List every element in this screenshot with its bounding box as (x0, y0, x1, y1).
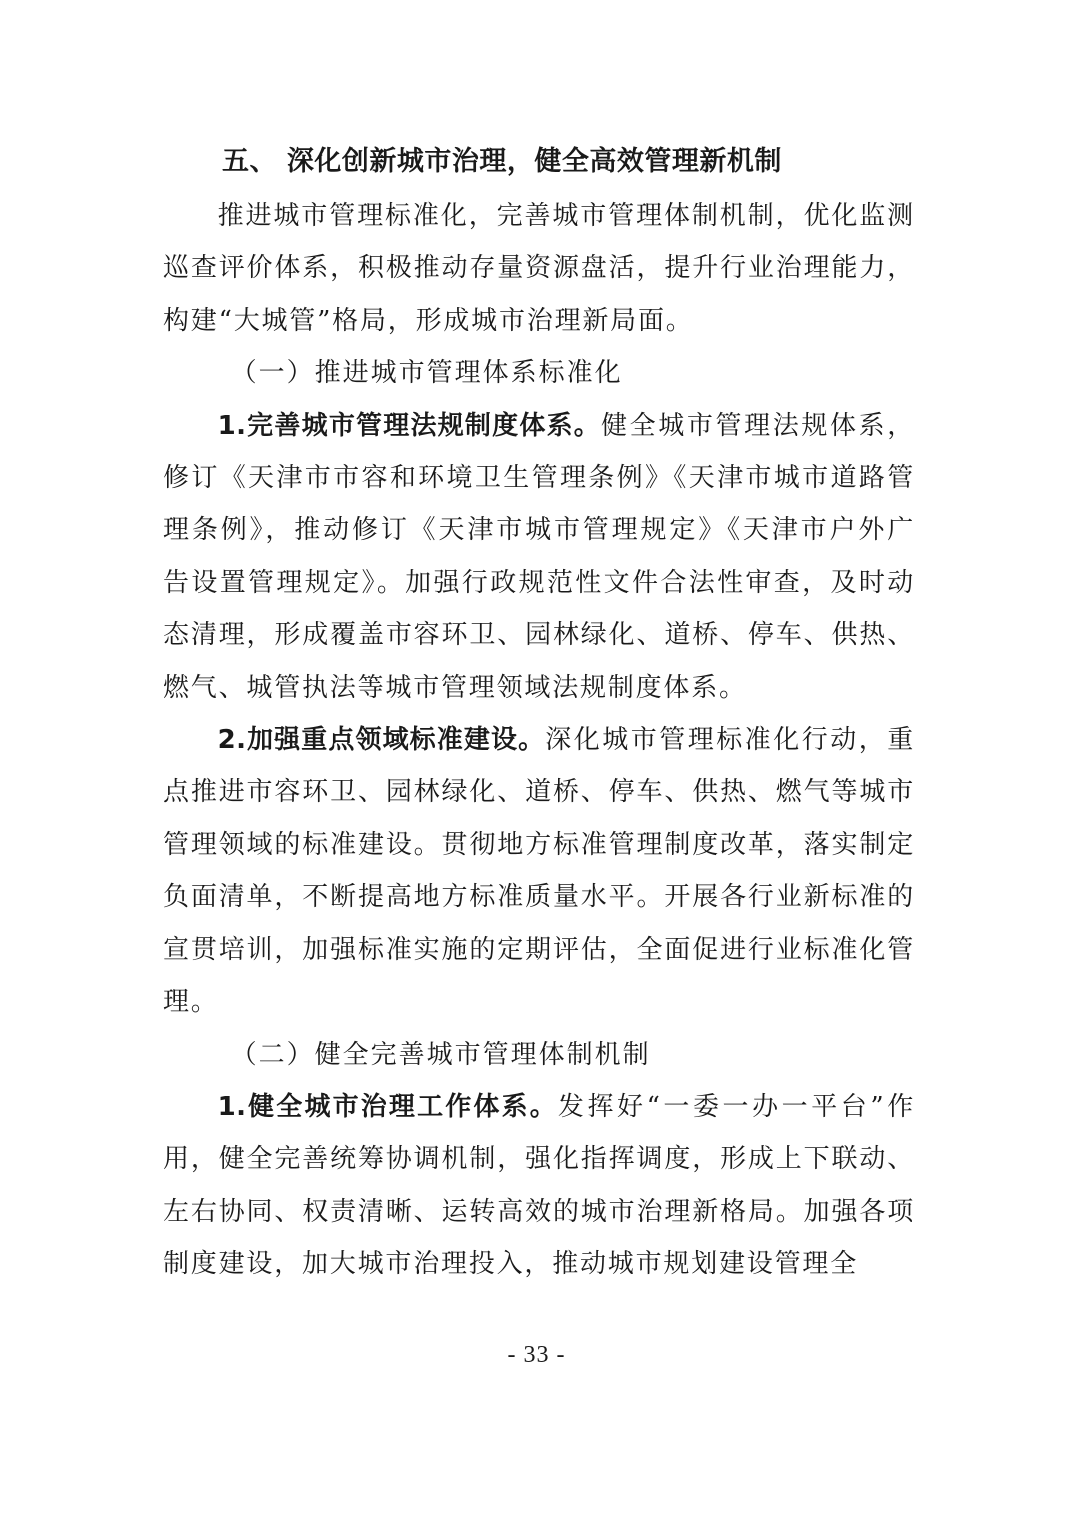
section-2-item-1-text: 发挥好“一委一办一平台”作用，健全完善统筹协调机制，强化指挥调度，形成上下联动、左右协同、权责清晰、运转高效的城市治理新格局。加强各项制度建设，加大城市治理投入，推动城市规划建设管理全 (163, 1091, 915, 1280)
intro-paragraph: 推进城市管理标准化，完善城市管理体制机制，优化监测巡查评价体系，积极推动存量资源盘活，提升行业治理能力，构建“大城管”格局，形成城市治理新局面。 (163, 201, 915, 336)
section-1-item-2 (163, 714, 915, 1028)
section-1-item-1 (163, 400, 915, 714)
section-1-item-2-text: 深化城市管理标准化行动，重点推进市容环卫、园林绿化、道桥、停车、供热、燃气等城市管理领域的标准建设。贯彻地方标准管理制度改革，落实制定负面清单，不断提高地方标准质量水平。开展各行业新标准的宣贯培训，加强标准实施的定期评估，全面促进行业标准化管理。 (163, 725, 916, 1018)
section-2-item-1-lead: 1.健全城市治理工作体系。 (217, 1091, 558, 1122)
section-2-item-1 (163, 1081, 915, 1291)
chapter-heading: 五、 深化创新城市治理，健全高效管理新机制 (222, 146, 782, 177)
page-number: - 33 - (507, 1342, 566, 1368)
document-body (163, 190, 915, 1291)
section-2-title: （二）健全完善城市管理体制机制 (230, 1039, 651, 1070)
section-1-item-2-lead: 2.加强重点领域标准建设。 (217, 725, 546, 756)
section-1-item-1-lead: 1.完善城市管理法规制度体系。 (217, 410, 602, 441)
section-1-item-1-text: 健全城市管理法规体系，修订《天津市市容和环境卫生管理条例》《天津市城市道路管理条例》，推动修订《天津市城市管理规定》《天津市户外广告设置管理规定》。加强行政规范性文件合法性审查，及时动态清理，形成覆盖市容环卫、园林绿化、道桥、停车、供热、燃气、城管执法等城市管理领域法规制度体系。 (163, 410, 915, 703)
section-1-title: （一）推进城市管理体系标准化 (230, 358, 623, 389)
